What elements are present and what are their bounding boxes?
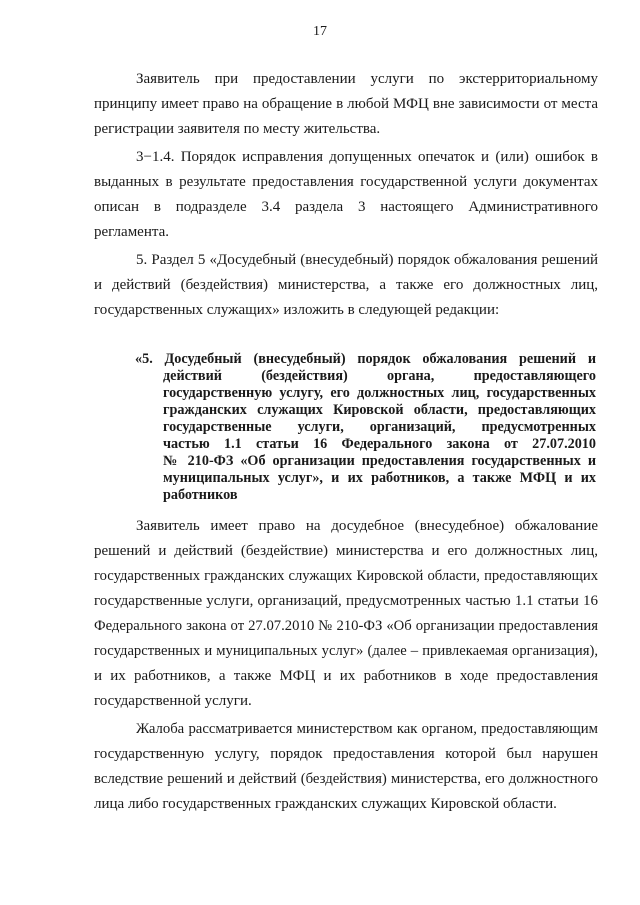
heading-line: государственную услугу, его должностных лиц, государственных (163, 385, 596, 401)
text-line: Федерального закона от 27.07.2010 № 210-ФЗ «Об организации предоставления (94, 618, 598, 634)
text-line: принципу имеет право на обращение в любой МФЦ вне зависимости от места (94, 96, 598, 112)
heading-line: «5. Досудебный (внесудебный) порядок обжалования решений и (135, 351, 596, 367)
heading-line: частью 1.1 статьи 16 Федерального закона от 27.07.2010 (163, 436, 596, 452)
heading-line: действий (бездействия) органа, предоставляющего (163, 368, 596, 384)
heading-line: № 210-ФЗ «Об организации предоставления государственных и (163, 453, 596, 469)
heading-line: муниципальных услуг», и их работников, а также МФЦ и их (163, 470, 596, 486)
text-line: регистрации заявителя по месту жительства. (94, 121, 381, 137)
text-line: и действий (бездействия) министерства, а также его должностных лиц, (94, 277, 598, 293)
text-line: вследствие решений и действий (бездействия) министерства, его должностного (94, 771, 598, 787)
text-line: Жалоба рассматривается министерством как органом, предоставляющим (136, 721, 598, 737)
text-line: и их работников, а также МФЦ и их работников в ходе предоставления (94, 668, 598, 684)
text-line: государственной услуги. (94, 693, 252, 709)
text-line: государственных гражданских служащих Кировской области, предоставляющих (94, 568, 598, 584)
heading-line: работников (163, 487, 238, 503)
text-line: 3−1.4. Порядок исправления допущенных опечаток и (или) ошибок в (136, 149, 598, 165)
text-line: государственные услуги, организаций, предусмотренных частью 1.1 статьи 16 (94, 593, 598, 609)
text-line: выданных в результате предоставления государственной услуги документах (94, 174, 598, 190)
text-line: лица либо государственных гражданских служащих Кировской области. (94, 796, 557, 812)
text-line: государственную услугу, порядок предоставления которой был нарушен (94, 746, 598, 762)
text-line: 5. Раздел 5 «Досудебный (внесудебный) порядок обжалования решений (136, 252, 598, 268)
text-line: решений и действий (бездействие) министерства и его должностных лиц, (94, 543, 598, 559)
text-line: государственных служащих» изложить в следующей редакции: (94, 302, 500, 318)
text-line: описан в подразделе 3.4 раздела 3 настоящего Административного (94, 199, 598, 215)
text-line: регламента. (94, 224, 170, 240)
text-line: Заявитель имеет право на досудебное (внесудебное) обжалование (136, 518, 598, 534)
text-line: государственных и муниципальных услуг» (далее – привлекаемая организация), (94, 643, 598, 659)
heading-line: государственные услуги, организаций, предусмотренных (163, 419, 596, 435)
heading-line: гражданских служащих Кировской области, предоставляющих (163, 402, 596, 418)
text-line: Заявитель при предоставлении услуги по экстерриториальному (136, 71, 598, 87)
page-number: 17 (313, 24, 327, 39)
